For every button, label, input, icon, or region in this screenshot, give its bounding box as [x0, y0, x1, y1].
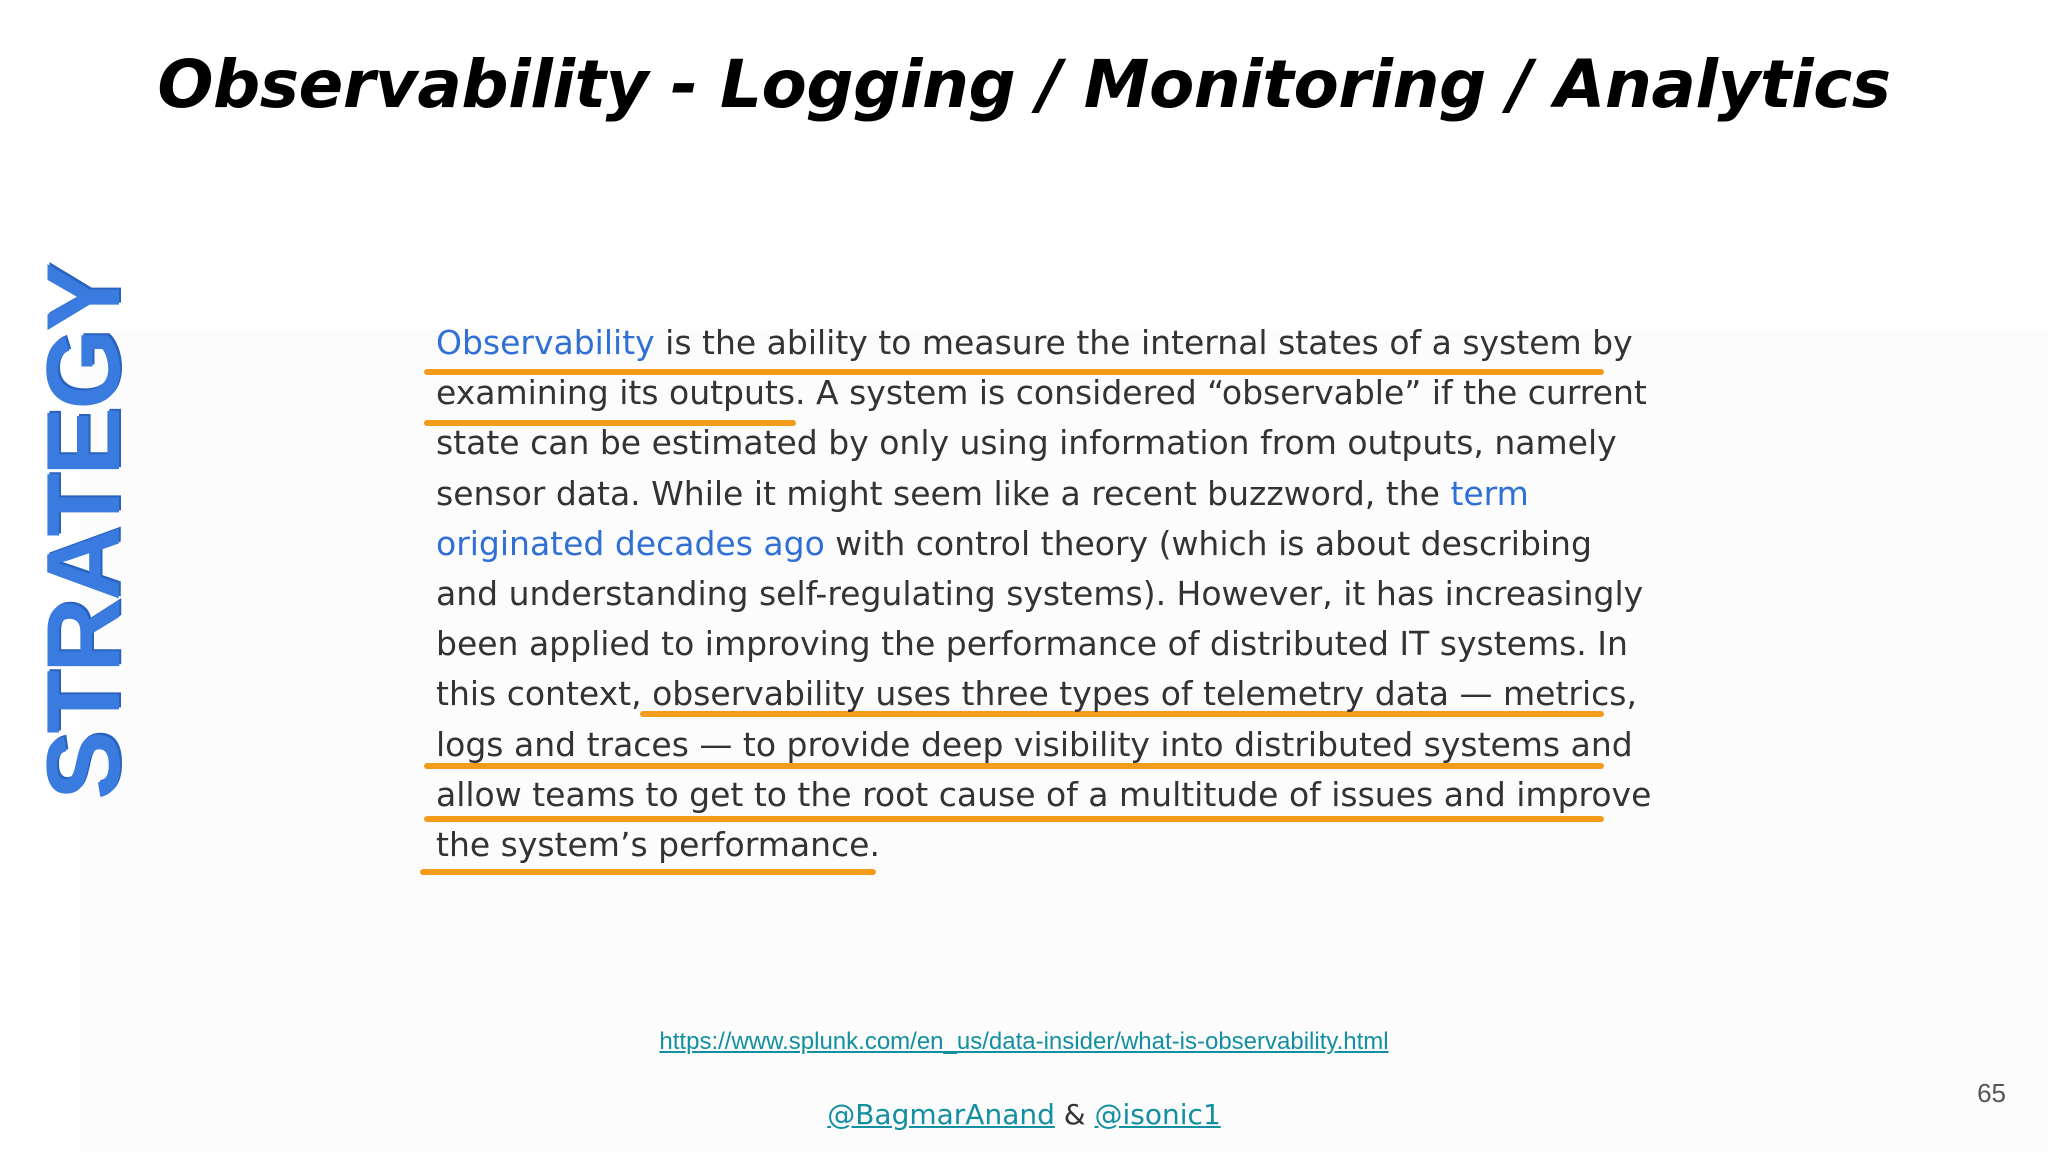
article-line: been applied to improving the performance of distributed IT systems. In	[436, 624, 1628, 664]
article-line: Observability is the ability to measure the internal states of a system by	[436, 323, 1633, 362]
source-url-link[interactable]: https://www.splunk.com/en_us/data-insider/what-is-observability.html	[659, 1028, 1389, 1055]
author-separator: &	[1054, 1098, 1095, 1131]
article-line: sensor data. While it might seem like a recent buzzword, the term	[436, 473, 1529, 513]
strategy-side-label: STRATEGY	[26, 265, 142, 800]
author-link-bagmaranand[interactable]: @BagmarAnand	[827, 1098, 1055, 1131]
slide-title: Observability - Logging / Monitoring / Analytics	[157, 46, 1891, 123]
source-link-row	[0, 1028, 2048, 1056]
observability-link[interactable]: Observability	[436, 323, 655, 362]
article-line: originated decades ago with control theory (which is about describing	[436, 523, 1592, 563]
article-line: state can be estimated by only using information from outputs, namely	[436, 423, 1617, 463]
originated-decades-ago-link[interactable]: originated decades ago	[436, 523, 825, 563]
article-line: and understanding self-regulating systems). However, it has increasingly	[436, 573, 1644, 613]
article-text	[436, 318, 1651, 870]
article-line: the system’s performance.	[436, 824, 880, 864]
page-number: 65	[1977, 1078, 2006, 1108]
article-line: this context, observability uses three types of telemetry data — metrics,	[436, 674, 1637, 714]
author-link-isonic1[interactable]: @isonic1	[1094, 1098, 1221, 1131]
article-line: examining its outputs. A system is considered “observable” if the current	[436, 373, 1647, 413]
term-link[interactable]: term	[1450, 473, 1529, 513]
article-line: allow teams to get to the root cause of a multitude of issues and improve	[436, 774, 1652, 814]
article-line: logs and traces — to provide deep visibility into distributed systems and	[436, 724, 1633, 764]
footer-credits	[0, 1098, 2048, 1131]
